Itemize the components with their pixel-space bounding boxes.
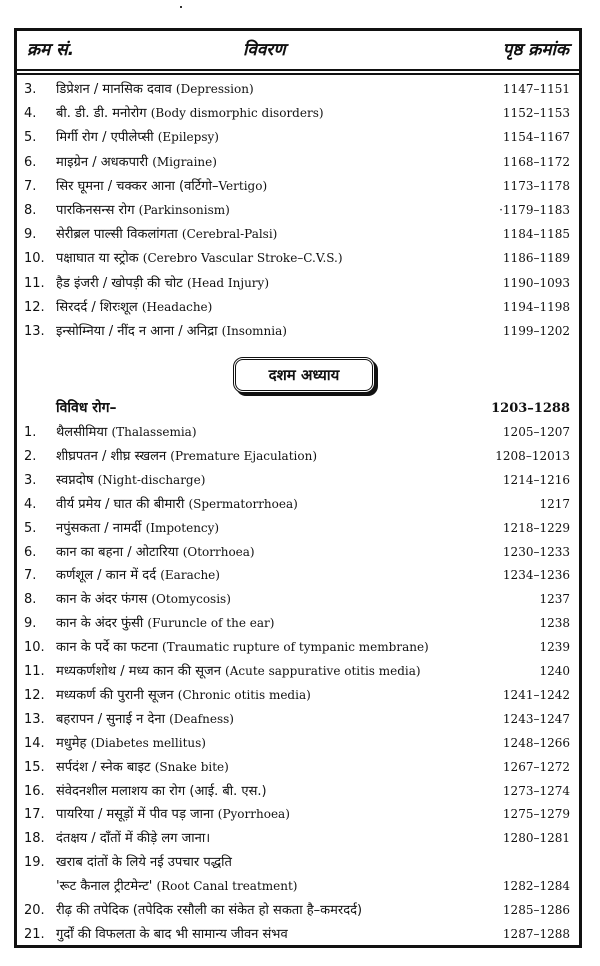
entry-number: 13. bbox=[24, 711, 45, 727]
entry-title bbox=[56, 151, 217, 174]
entry-number: 13. bbox=[24, 324, 45, 339]
entry-title-hindi: पायरिया / मसूड़ों में पीव पड़ जाना bbox=[56, 807, 218, 823]
entry-number: 14. bbox=[24, 735, 45, 751]
entry-pages: 1241–1242 bbox=[502, 687, 570, 702]
entry-pages: 1173–1178 bbox=[502, 178, 570, 193]
entry-title-hindi: कर्णशूल / कान में दर्द bbox=[56, 568, 161, 584]
list-item bbox=[17, 151, 579, 174]
entry-title bbox=[56, 612, 274, 635]
entry-number: 7. bbox=[24, 178, 37, 194]
entry-pages: 1214–1216 bbox=[502, 472, 570, 487]
entry-number: 6. bbox=[24, 544, 37, 560]
entry-number: 12. bbox=[24, 687, 45, 703]
entry-number: 11. bbox=[24, 275, 45, 291]
entry-title-english: (Otomycosis) bbox=[151, 592, 231, 607]
list-item bbox=[17, 660, 579, 683]
entry-pages: 1186–1189 bbox=[502, 251, 570, 266]
entry-title-english: (Earache) bbox=[160, 568, 220, 583]
entry-title-hindi: 'रूट कैनाल ट्रीटमेन्ट' bbox=[56, 879, 157, 895]
entry-title bbox=[56, 445, 317, 468]
entry-pages: 1184–1185 bbox=[502, 227, 570, 242]
entry-title-hindi: इन्सोम्निया / नींद न आना / अनिद्रा bbox=[56, 324, 222, 339]
entry-title-hindi: कान का बहना / ओटारिया bbox=[56, 544, 183, 560]
entry-number: 9. bbox=[24, 616, 37, 632]
entry-number: 15. bbox=[24, 759, 45, 775]
list-item bbox=[17, 923, 579, 946]
entry-title bbox=[56, 296, 212, 319]
entry-title-hindi: वीर्य प्रमेय / घात की बीमारी bbox=[56, 496, 189, 512]
entry-number: 3. bbox=[24, 472, 37, 488]
entry-title bbox=[56, 588, 231, 611]
header-serial: क्रम सं. bbox=[27, 40, 75, 60]
stray-dot bbox=[180, 6, 182, 8]
entry-title-hindi: पक्षाघात या स्ट्रोक bbox=[56, 251, 143, 267]
entry-title bbox=[56, 126, 219, 149]
list-item bbox=[17, 780, 579, 803]
entry-pages: 1287–1288 bbox=[502, 926, 570, 941]
entry-number: 5. bbox=[24, 520, 37, 536]
entry-title-hindi: खराब दांतों के लिये नई उपचार पद्धति bbox=[56, 855, 232, 871]
list-item bbox=[17, 732, 579, 755]
list-item bbox=[17, 320, 579, 343]
entry-number: 4. bbox=[24, 496, 37, 512]
entry-title bbox=[56, 636, 429, 659]
entry-title-hindi: दंतक्षय / दाँतों में कीड़े लग जाना। bbox=[56, 831, 211, 847]
list-item bbox=[17, 541, 579, 564]
list-item bbox=[17, 875, 579, 898]
list-item bbox=[17, 803, 579, 826]
table-header bbox=[17, 31, 579, 69]
entry-pages: 1147–1151 bbox=[502, 82, 570, 96]
entry-number: 11. bbox=[24, 664, 45, 679]
entry-title-english: (Acute sappurative otitis media) bbox=[225, 664, 421, 678]
list-item bbox=[17, 564, 579, 587]
entry-number: 2. bbox=[24, 448, 37, 464]
entry-title bbox=[56, 660, 421, 683]
subheading-label: विविध रोग– bbox=[56, 400, 117, 416]
entry-number: 4. bbox=[24, 106, 37, 122]
entry-number: 5. bbox=[24, 130, 37, 146]
entry-title-hindi: हैड इंजरी / खोपड़ी की चोट bbox=[56, 275, 187, 291]
entry-title-english: (Cerebro Vascular Stroke–C.V.S.) bbox=[142, 251, 343, 266]
entry-title-english: (Furuncle of the ear) bbox=[147, 616, 275, 631]
entry-title bbox=[56, 923, 288, 946]
list-item bbox=[17, 296, 579, 319]
entry-title-english: (Body dismorphic disorders) bbox=[150, 106, 324, 121]
list-item bbox=[17, 223, 579, 246]
entry-title bbox=[56, 272, 269, 295]
entry-title-hindi: सेरीब्रल पाल्सी विकलांगता bbox=[56, 227, 182, 243]
entry-number: 12. bbox=[24, 299, 45, 315]
entry-title-hindi: मधुमेह bbox=[56, 735, 91, 751]
entry-title-english: (Thalassemia) bbox=[111, 425, 197, 439]
list-item bbox=[17, 517, 579, 540]
entry-title-hindi: डिप्रेशन / मानसिक दवाव bbox=[56, 82, 176, 97]
entry-pages: 1238 bbox=[539, 616, 570, 631]
list-item bbox=[17, 445, 579, 468]
entry-title bbox=[56, 247, 343, 270]
entry-number: 3. bbox=[24, 82, 37, 97]
entry-pages: 1190–1093 bbox=[502, 275, 570, 290]
entry-title-english: (Premature Ejaculation) bbox=[170, 448, 317, 463]
entry-title-hindi: शीघ्रपतन / शीघ्र स्खलन bbox=[56, 448, 171, 464]
list-item bbox=[17, 708, 579, 731]
entry-title-hindi: बहरापन / सुनाई न देना bbox=[56, 711, 170, 727]
entry-title-english: (Insomnia) bbox=[221, 324, 287, 338]
entry-title-hindi: सर्पदंश / स्नेक बाइट bbox=[56, 759, 155, 775]
entry-title-hindi: पारकिनसन्स रोग bbox=[56, 203, 139, 218]
entry-number: 6. bbox=[24, 154, 37, 170]
list-item bbox=[17, 469, 579, 492]
list-item bbox=[17, 493, 579, 516]
entry-title-english: (Cerebral-Palsi) bbox=[181, 227, 278, 242]
entry-title-english: Vertigo) bbox=[218, 178, 268, 193]
entry-title-hindi: थैलसीमिया bbox=[56, 425, 112, 440]
entry-pages: 1199–1202 bbox=[502, 324, 570, 338]
entry-pages: 1239 bbox=[539, 640, 570, 655]
entry-title-hindi: माइग्रेन / अधकपारी bbox=[56, 154, 153, 170]
list-item bbox=[17, 636, 579, 659]
index-table bbox=[14, 28, 582, 948]
subheading-pages: 1203–1288 bbox=[491, 401, 570, 416]
header-description: विवरण bbox=[243, 40, 286, 60]
list-item bbox=[17, 684, 579, 707]
entry-title-hindi: सिरदर्द / शिरःशूल bbox=[56, 299, 142, 315]
entry-number: 21. bbox=[24, 926, 45, 942]
entry-title-hindi: मध्यकर्ण की पुरानी सूजन bbox=[56, 687, 178, 703]
list-item bbox=[17, 827, 579, 850]
list-item bbox=[17, 247, 579, 270]
header-page: पृष्ठ क्रमांक bbox=[502, 40, 569, 60]
entry-title-english: (Head Injury) bbox=[186, 275, 269, 290]
entry-pages: 1152–1153 bbox=[502, 106, 570, 121]
entry-pages: 1194–1198 bbox=[502, 299, 570, 314]
entry-pages: 1234–1236 bbox=[502, 568, 570, 583]
list-item bbox=[17, 78, 579, 101]
header-rule-bottom bbox=[17, 73, 579, 75]
entry-pages: 1240 bbox=[539, 664, 570, 678]
entry-number: 1. bbox=[24, 425, 37, 440]
entry-title-english: (Root Canal treatment) bbox=[156, 879, 298, 894]
entry-number: 20. bbox=[24, 903, 45, 918]
entry-title bbox=[56, 803, 290, 826]
entry-title-hindi: कान के अंदर फुंसी bbox=[56, 616, 148, 632]
entry-title-hindi: बी. डी. डी. मनोरोग bbox=[56, 106, 151, 122]
entry-title bbox=[56, 899, 362, 922]
entry-title-english: (Chronic otitis media) bbox=[177, 687, 311, 702]
list-item bbox=[17, 899, 579, 922]
entry-title-english: (Parkinsonism) bbox=[138, 203, 230, 217]
entry-title-english: (Traumatic rupture of tympanic membrane) bbox=[162, 640, 429, 655]
entry-title-hindi: कान के पर्दे का फटना bbox=[56, 640, 163, 656]
list-item bbox=[17, 588, 579, 611]
entry-title bbox=[56, 421, 197, 444]
entry-number: 7. bbox=[24, 568, 37, 584]
entry-title bbox=[56, 175, 267, 198]
entry-number: 9. bbox=[24, 227, 37, 243]
entry-title bbox=[56, 851, 232, 874]
entry-pages: 1168–1172 bbox=[502, 154, 570, 169]
list-item bbox=[17, 199, 579, 222]
header-rule-top bbox=[17, 69, 579, 71]
entry-title-hindi: सिर घूमना / चक्कर आना (वर्टिगो– bbox=[56, 178, 219, 194]
entry-title bbox=[56, 684, 311, 707]
entry-title-english: (Otorrhoea) bbox=[182, 544, 255, 559]
entry-pages: 1237 bbox=[539, 592, 570, 607]
list-item bbox=[17, 175, 579, 198]
list-item bbox=[17, 272, 579, 295]
entry-title-english: (Epilepsy) bbox=[157, 130, 219, 145]
entry-number: 17. bbox=[24, 807, 45, 823]
entry-number: 8. bbox=[24, 203, 37, 218]
list-item bbox=[17, 756, 579, 779]
entry-title bbox=[56, 223, 277, 246]
entry-pages: ·1179–1183 bbox=[499, 203, 570, 217]
entry-pages: 1267–1272 bbox=[502, 759, 570, 774]
entry-pages: 1218–1229 bbox=[502, 520, 570, 535]
entry-pages: 1280–1281 bbox=[502, 831, 570, 846]
entry-title bbox=[56, 320, 287, 343]
entry-pages: 1154–1167 bbox=[502, 130, 570, 145]
list-item bbox=[17, 851, 579, 874]
entry-title-english: (Pyorrhoea) bbox=[217, 807, 290, 822]
entry-title-hindi: रीढ़ की तपेदिक (तपेदिक रसौली का संकेत हो सकता है–कमरदर्द) bbox=[56, 903, 363, 918]
entry-title-english: (Headache) bbox=[141, 299, 213, 314]
entry-pages: 1275–1279 bbox=[502, 807, 570, 822]
entry-title-english: (Impotency) bbox=[145, 520, 220, 535]
entry-title bbox=[56, 708, 234, 731]
chapter-title-box: दशम अध्याय bbox=[233, 357, 375, 393]
entry-title-english: (Night-discharge) bbox=[97, 472, 206, 487]
entry-title-hindi: गुर्दों की विफलता के बाद भी सामान्य जीवन संभव bbox=[56, 926, 288, 942]
entry-number: 19. bbox=[24, 855, 45, 871]
entry-number: 10. bbox=[24, 640, 45, 656]
entry-title-hindi: मिर्गी रोग / एपीलेप्सी bbox=[56, 130, 158, 146]
entry-number: 10. bbox=[24, 251, 45, 267]
entry-title-english: (Migraine) bbox=[152, 154, 217, 169]
entry-title-hindi: कान के अंदर फंगस bbox=[56, 592, 152, 608]
entry-pages: 1248–1266 bbox=[502, 735, 570, 750]
entry-number: 16. bbox=[24, 783, 45, 799]
subheading-row bbox=[17, 397, 579, 420]
entry-pages: 1243–1247 bbox=[502, 711, 570, 726]
entry-title-hindi: नपुंसकता / नामर्दी bbox=[56, 520, 146, 536]
entry-title bbox=[56, 780, 267, 803]
entry-number: 8. bbox=[24, 592, 37, 608]
entry-pages: 1282–1284 bbox=[502, 879, 570, 894]
entry-title-english: (Deafness) bbox=[169, 711, 234, 726]
entry-pages: 1205–1207 bbox=[502, 425, 570, 439]
entry-title-english: (Spermatorrhoea) bbox=[188, 496, 298, 511]
entry-title bbox=[56, 827, 210, 850]
entry-title-english: (Diabetes mellitus) bbox=[90, 735, 206, 750]
list-item bbox=[17, 421, 579, 444]
entry-title bbox=[56, 875, 298, 898]
entry-title bbox=[56, 756, 229, 779]
entry-title bbox=[56, 541, 255, 564]
list-item bbox=[17, 612, 579, 635]
entry-title bbox=[56, 732, 206, 755]
entry-pages: 1285–1286 bbox=[502, 903, 570, 917]
entry-pages: 1230–1233 bbox=[502, 544, 570, 559]
list-item bbox=[17, 102, 579, 125]
entry-number: 18. bbox=[24, 831, 45, 847]
entry-title-hindi: स्वप्नदोष bbox=[56, 472, 98, 488]
entry-title bbox=[56, 102, 324, 125]
entry-title-hindi: मध्यकर्णशोथ / मध्य कान की सूजन bbox=[56, 664, 226, 679]
list-item bbox=[17, 126, 579, 149]
entry-title bbox=[56, 78, 254, 101]
entry-title bbox=[56, 517, 219, 540]
entry-pages: 1208–12013 bbox=[495, 448, 570, 463]
entry-title bbox=[56, 469, 205, 492]
entry-title bbox=[56, 493, 298, 516]
entry-pages: 1217 bbox=[539, 496, 570, 511]
entry-pages: 1273–1274 bbox=[502, 783, 570, 798]
entry-title-english: (Snake bite) bbox=[154, 759, 229, 774]
entry-title-hindi: संवेदनशील मलाशय का रोग (आई. बी. एस.) bbox=[56, 783, 267, 799]
entry-title bbox=[56, 199, 230, 222]
entry-title-english: (Depression) bbox=[175, 82, 254, 96]
entry-title bbox=[56, 564, 220, 587]
